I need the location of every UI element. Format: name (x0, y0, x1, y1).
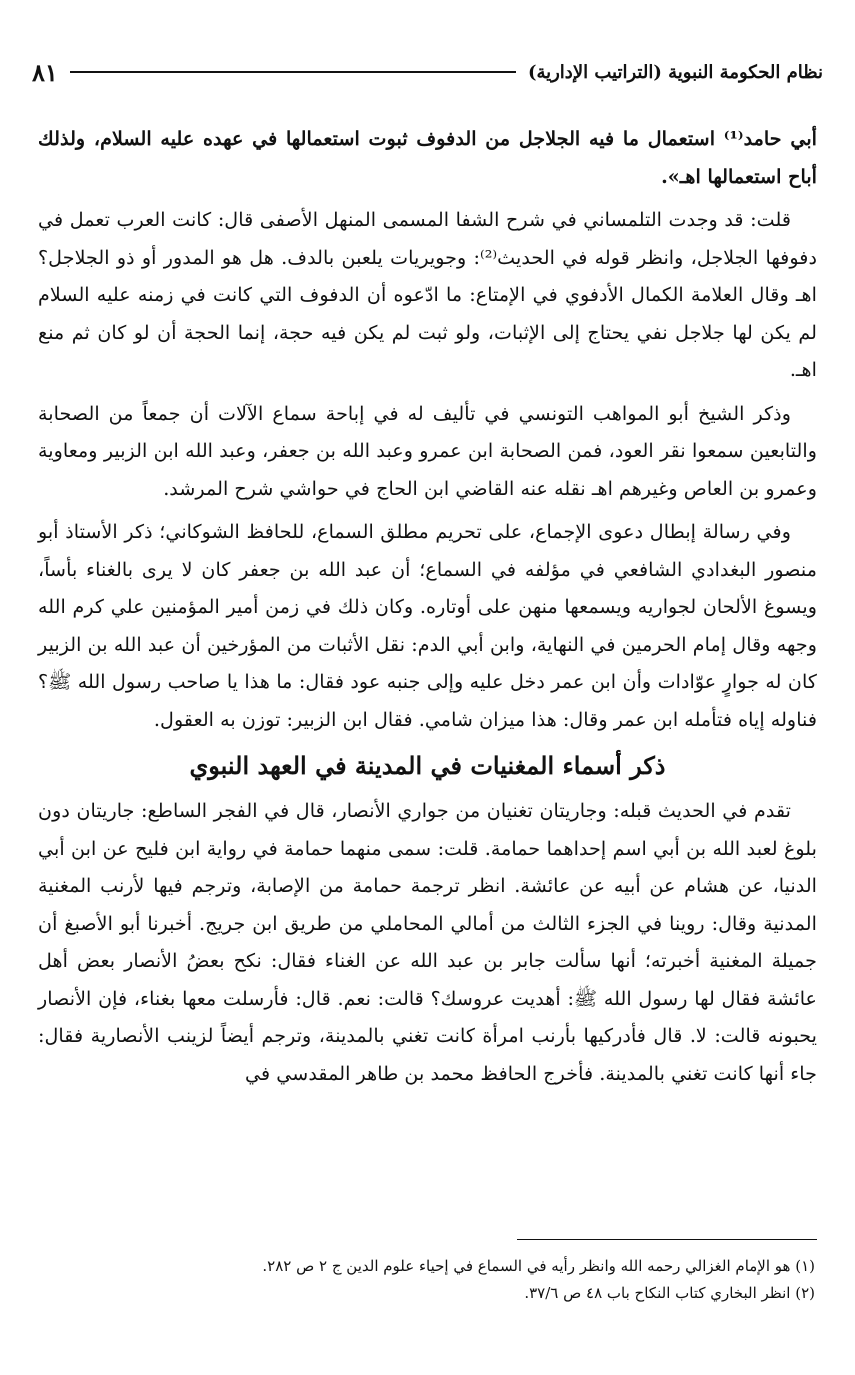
paragraph-singers: تقدم في الحديث قبله: وجاريتان تغنيان من جواري الأنصار، قال في الفجر الساطع: جاريتان دون بلوغ لعبد الله بن أبي اسم إحداهما حمامة. قلت: سمى منهما حمامة في رواية ابن فليح عن ابن أبي الدنيا، عن هشام عن أبيه عن عائشة. انظر ترجمة حمامة من الإصابة، وترجم فيها لأرنب المغنية المدنية وقال: روينا في الجزء الثالث من أمالي المحاملي من طريق ابن جريج. أخبرنا أبو الأصبغ أن جميلة المغنية أخبرته؛ أنها سألت جابر بن عبد الله عن الغناء فقال: نكح بعضُ الأنصار بعض أهل عائشة فقال لها رسول الله ﷺ: أهديت عروسك؟ قالت: نعم. قال: فأرسلت معها بغناء، فإن الأنصار يحبونه قالت: لا. قال فأدركيها بأرنب امرأة كانت تغني بالمدينة، وترجم أيضاً لزينب الأنصارية فقال: جاء أنها كانت تغني بالمدينة. فأخرج الحافظ محمد بن طاهر المقدسي في (38, 799, 817, 1085)
body-text (38, 120, 817, 1098)
paragraph-shawkani: وفي رسالة إبطال دعوى الإجماع، على تحريم مطلق السماع، للحافظ الشوكاني؛ ذكر الأستاذ أبو منصور البغدادي الشافعي في مؤلفه في السماع؛ أن عبد الله بن جعفر كان لا يرى بالغناء بأساً، ويسوغ الألحان لجواريه ويسمعها منهن على أوتاره. وكان ذلك في زمن أمير المؤمنين علي كرم الله وجهه وقال إمام الحرمين في النهاية، وابن أبي الدم: نقل الأثبات من المؤرخين أن عبد الله بن الزبير كان له جوارٍ عوّادات وأن ابن عمر دخل عليه وإلى جنبه عود فقال: ما هذا يا صاحب رسول الله ﷺ؟ فناوله إياه فتأمله ابن عمر وقال: هذا ميزان شامي. فقال ابن الزبير: توزن به العقول. (38, 520, 817, 731)
section-heading: ذكر أسماء المغنيات في المدينة في العهد النبوي (189, 751, 666, 780)
header-rule (70, 71, 516, 73)
footnote-rule (517, 1239, 817, 1240)
running-head (32, 54, 823, 90)
paragraph-abu-al-mawahib: وذكر الشيخ أبو المواهب التونسي في تأليف له في إباحة سماع الآلات أن جمعاً من الصحابة والتابعين سمعوا نقر العود، فمن الصحابة ابن عمرو وعبد الله بن جعفر، وعبد الله ابن الزبير ومعاوية وعمرو بن العاص وغيرهم اهـ نقله عنه القاضي ابن الحاج في حواشي شرح المرشد. (38, 401, 817, 500)
page-number: ٨١ (32, 57, 58, 87)
paragraph-quote-end: أبي حامد⁽¹⁾ استعمال ما فيه الجلاجل من الدفوف ثبوت استعمالها في عهده عليه السلام، ولذلك أباح استعمالها اهـ». (38, 127, 817, 188)
footnote-1: (١) هو الإمام الغزالي رحمه الله وانظر رأيه في السماع في إحياء علوم الدين ج ٢ ص ٢٨٢. (262, 1257, 815, 1275)
paragraph-tilimsani: قلت: قد وجدت التلمساني في شرح الشفا المسمى المنهل الأصفى قال: كانت العرب تعمل في دفوفها الجلاجل، وانظر قوله في الحديث⁽²⁾: وجويريات يلعبن بالدف. هل هو المدور أو ذو الجلاجل؟ اهـ وقال العلامة الكمال الأدفوي في الإمتاع: ما ادّعوه أن الدفوف التي كانت في زمنه عليه السلام لم يكن لها جلاجل نفي يحتاج إلى الإثبات، ولو ثبت لم يكن فيه حجة، إنما الحجة أن لو كان ثم منع اهـ. (38, 208, 817, 381)
footnote-2: (٢) انظر البخاري كتاب النكاح باب ٤٨ ص ٣٧/٦. (524, 1284, 815, 1302)
footnotes (40, 1253, 815, 1307)
book-title: نظام الحكومة النبوية (التراتيب الإدارية) (527, 61, 823, 83)
